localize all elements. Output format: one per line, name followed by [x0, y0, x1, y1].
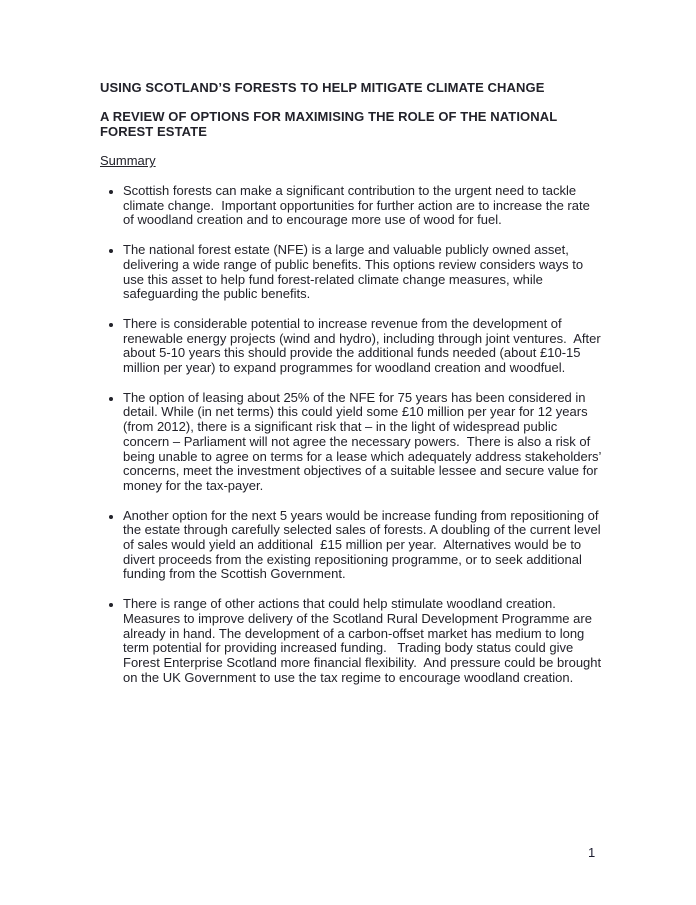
summary-bullet-list [100, 183, 605, 685]
document-subtitle: A REVIEW OF OPTIONS FOR MAXIMISING THE ROLE OF THE NATIONAL FOREST ESTATE [100, 109, 558, 139]
bullet-item-1: • Scottish forests can make a significant contribution to the urgent need to tackle climate change. Important opportunities for further action are to increase the rate of woodland creation and to encourage more use of wood for fuel. [123, 184, 602, 228]
bullet-item-3: • There is considerable potential to increase revenue from the development of renewable energy projects (wind and hydro), including through joint ventures. After about 5-10 years this should provide the additional funds needed (about £10-15 million per year) to expand programmes for woodland creation and woodfuel. [123, 317, 602, 376]
bullet-item-6: • There is range of other actions that could help stimulate woodland creation. Measures to improve delivery of the Scotland Rural Development Programme are already in hand. The development of a carbon-offset market has medium to long term potential for providing increased funding. Trading body status could give Forest Enterprise Scotland more financial flexibility. And pressure could be brought on the UK Government to use the tax regime to encourage woodland creation. [123, 597, 602, 685]
bullet-item-5: • Another option for the next 5 years would be increase funding from repositioning of the estate through carefully selected sales of forests. A doubling of the current level of sales would yield an additional £15 million per year. Alternatives would be to divert proceeds from the existing repositioning programme, or to seek additional funding from the Scottish Government. [123, 509, 602, 583]
page-number: 1 [588, 845, 596, 860]
section-heading-summary: Summary [100, 153, 156, 168]
document-title: USING SCOTLAND’S FORESTS TO HELP MITIGATE CLIMATE CHANGE [100, 80, 545, 95]
bullet-item-4: • The option of leasing about 25% of the NFE for 75 years has been considered in detail. While (in net terms) this could yield some £10 million per year for 12 years (from 2012), there is a significant risk that – in the light of widespread public concern – Parliament will not agree the necessary powers. There is also a risk of being unable to agree on terms for a lease which adequately address stakeholders’ concerns, meet the investment objectives of a suitable lessee and secure value for money for the tax-payer. [123, 391, 602, 494]
bullet-item-2: • The national forest estate (NFE) is a large and valuable publicly owned asset, delivering a wide range of public benefits. This options review considers ways to use this asset to help fund forest-related climate change measures, while safeguarding the public benefits. [123, 243, 602, 302]
